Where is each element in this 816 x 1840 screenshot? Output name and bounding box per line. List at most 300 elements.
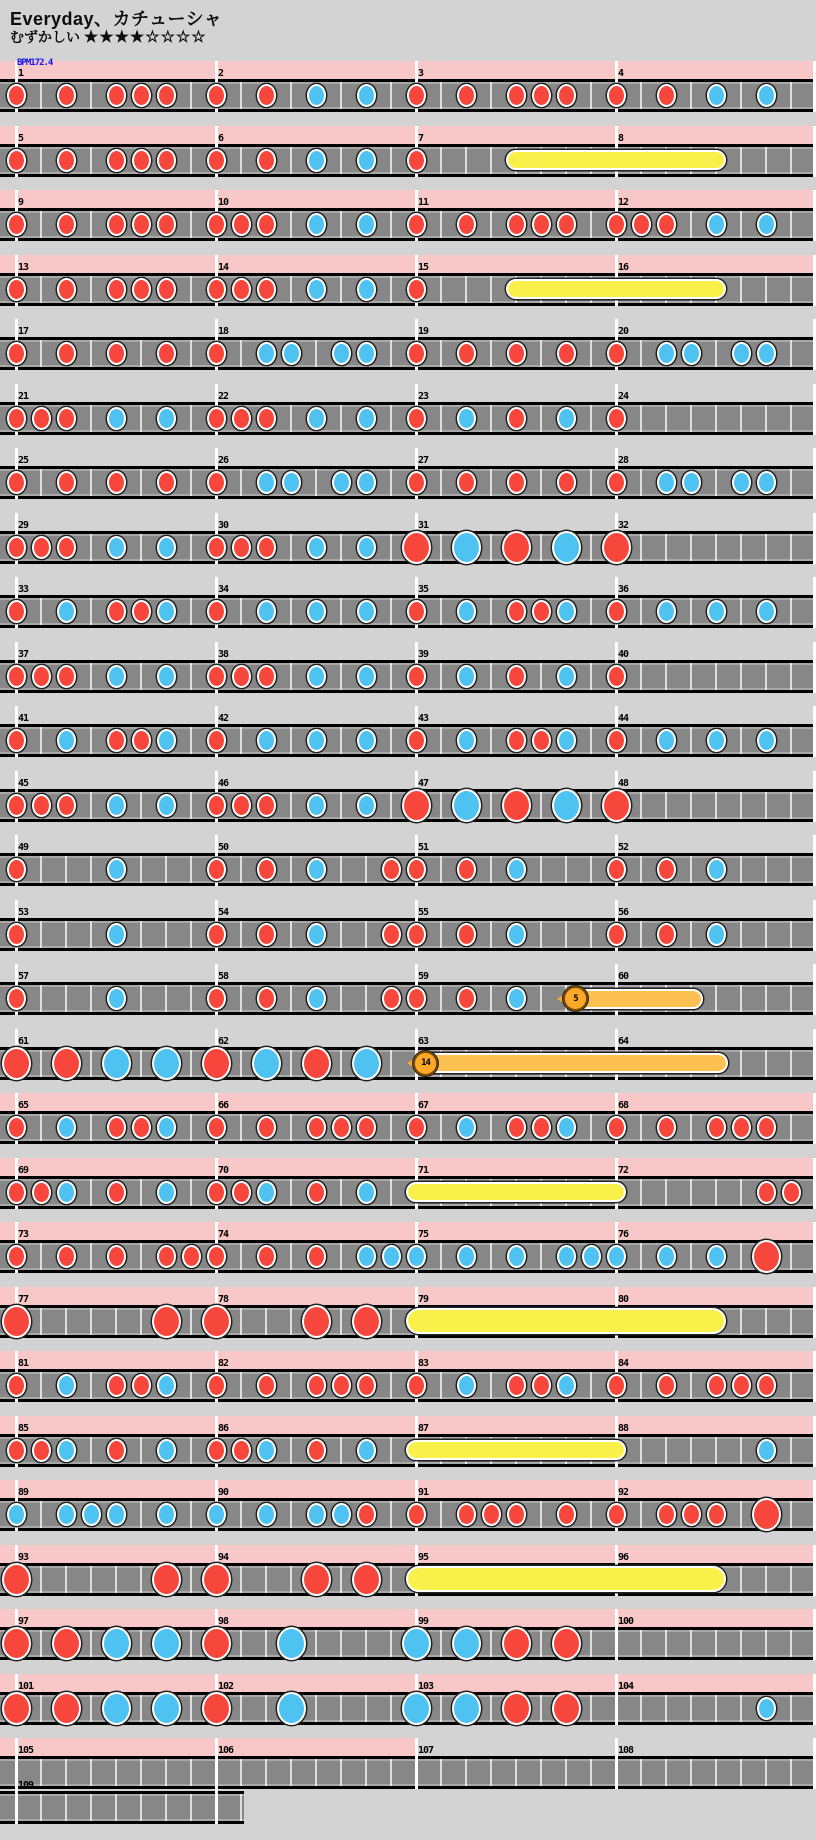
ka-note [257, 471, 276, 494]
beat-line [90, 534, 92, 561]
don-note [257, 665, 276, 688]
beat-line [790, 1243, 792, 1270]
beat-line [40, 985, 42, 1012]
big-don-note [202, 1563, 231, 1596]
beat-line [490, 856, 492, 883]
beat-line [340, 1695, 342, 1722]
don-note [207, 1116, 226, 1139]
beat-line [440, 1630, 442, 1657]
measure-number: 7 [418, 132, 424, 144]
big-ka-note [152, 1692, 181, 1725]
measure-number: 86 [218, 1422, 229, 1434]
ka-note [307, 407, 326, 430]
beat-line [390, 1437, 392, 1464]
ka-note [507, 987, 526, 1010]
don-note [157, 213, 176, 236]
beat-line [715, 469, 717, 496]
don-note [7, 987, 26, 1010]
balloon-note: 5 [563, 986, 588, 1011]
ka-note [332, 1503, 351, 1526]
beat-line [140, 856, 142, 883]
beat-line [765, 534, 767, 561]
beat-line [665, 792, 667, 819]
measure-number: 33 [18, 584, 29, 595]
ka-note [557, 729, 576, 752]
big-don-note [352, 1563, 381, 1596]
drumroll-note [406, 1566, 726, 1592]
ka-note [557, 1374, 576, 1397]
don-note [157, 471, 176, 494]
measure-number: 51 [418, 842, 429, 853]
don-note [57, 407, 76, 430]
beat-line [290, 856, 292, 883]
don-note [407, 84, 426, 107]
beat-line [740, 985, 742, 1012]
ka-note [157, 1181, 176, 1204]
beat-line [390, 598, 392, 625]
measure-number: 66 [218, 1100, 229, 1111]
beat-line [140, 1243, 142, 1270]
chart-row [0, 1661, 816, 1727]
chart-row [0, 500, 816, 566]
beat-line [490, 727, 492, 754]
ka-note [457, 729, 476, 752]
beat-line [190, 405, 192, 432]
beat-line [290, 921, 292, 948]
big-ka-note [452, 531, 481, 564]
don-note [257, 149, 276, 172]
gogo-band [0, 1351, 816, 1369]
beat-line [140, 792, 142, 819]
don-note [682, 1503, 701, 1526]
gogo-band [0, 1093, 816, 1111]
don-note [532, 729, 551, 752]
don-note [307, 1439, 326, 1462]
beat-line [490, 1372, 492, 1399]
beat-line [190, 534, 192, 561]
don-note [407, 1374, 426, 1397]
don-note [457, 1503, 476, 1526]
don-note [307, 1116, 326, 1139]
measure-number: 48 [618, 777, 629, 789]
beat-line [715, 663, 717, 690]
don-note [7, 1439, 26, 1462]
beat-line [190, 1794, 192, 1821]
beat-line [340, 856, 342, 883]
beat-line [140, 1794, 142, 1821]
big-don-note [52, 1047, 81, 1080]
ka-note [307, 149, 326, 172]
beat-line [390, 663, 392, 690]
big-don-note [502, 1627, 531, 1660]
ka-note [732, 471, 751, 494]
measure-number: 25 [18, 455, 29, 466]
don-note [32, 536, 51, 559]
beat-line [290, 727, 292, 754]
beat-line [765, 856, 767, 883]
don-note [7, 600, 26, 623]
big-don-note [302, 1563, 331, 1596]
beat-line [490, 598, 492, 625]
beat-line [640, 1114, 642, 1141]
don-note [257, 987, 276, 1010]
big-ka-note [277, 1627, 306, 1660]
measure-number: 20 [618, 326, 629, 337]
beat-line [140, 985, 142, 1012]
ka-note [357, 1245, 376, 1268]
beat-line [790, 534, 792, 561]
beat-line [140, 1437, 142, 1464]
measure-number: 49 [18, 842, 29, 853]
ka-note [757, 471, 776, 494]
big-ka-note [252, 1047, 281, 1080]
ka-note [157, 1374, 176, 1397]
don-note [207, 471, 226, 494]
chart-row [0, 1274, 816, 1340]
beat-line [290, 598, 292, 625]
big-don-note [202, 1627, 231, 1660]
ka-note [307, 278, 326, 301]
don-note [457, 858, 476, 881]
measure-number: 59 [418, 971, 429, 982]
beat-line [690, 1695, 692, 1722]
beat-line [265, 1630, 267, 1657]
ka-note [757, 342, 776, 365]
big-don-note [202, 1692, 231, 1725]
don-note [657, 858, 676, 881]
beat-line [240, 1630, 242, 1657]
don-note [32, 1439, 51, 1462]
beat-line [90, 792, 92, 819]
big-don-note [502, 531, 531, 564]
beat-line [640, 534, 642, 561]
don-note [507, 1374, 526, 1397]
beat-line [240, 147, 242, 174]
beat-line [65, 856, 67, 883]
big-ka-note [152, 1047, 181, 1080]
ka-note [257, 1181, 276, 1204]
don-note [207, 858, 226, 881]
beat-line [90, 1695, 92, 1722]
beat-line [790, 598, 792, 625]
beat-line [640, 856, 642, 883]
measure-number: 90 [218, 1487, 229, 1498]
don-note [457, 923, 476, 946]
beat-line [340, 1630, 342, 1657]
don-note [357, 1116, 376, 1139]
don-note [232, 278, 251, 301]
beat-line [390, 1050, 392, 1077]
beat-line [190, 1114, 192, 1141]
big-don-note [202, 1047, 231, 1080]
beat-line [715, 1179, 717, 1206]
measure-number: 83 [418, 1358, 429, 1369]
don-note [257, 858, 276, 881]
don-note [307, 1181, 326, 1204]
ka-note [707, 858, 726, 881]
beat-line [340, 1050, 342, 1077]
ka-note [557, 665, 576, 688]
beat-line [390, 82, 392, 109]
beat-line [440, 856, 442, 883]
don-note [157, 149, 176, 172]
beat-line [640, 1501, 642, 1528]
ka-note [107, 794, 126, 817]
don-note [157, 84, 176, 107]
beat-line [40, 727, 42, 754]
big-don-note [402, 531, 431, 564]
beat-line [90, 1243, 92, 1270]
measure-number: 27 [418, 455, 429, 466]
beat-line [140, 340, 142, 367]
measure-number: 63 [418, 1035, 429, 1047]
don-note [257, 923, 276, 946]
don-note [507, 1503, 526, 1526]
don-note [32, 794, 51, 817]
beat-line [190, 1630, 192, 1657]
beat-line [590, 663, 592, 690]
don-note [407, 858, 426, 881]
beat-line [340, 1566, 342, 1593]
beat-line [190, 211, 192, 238]
beat-line [390, 792, 392, 819]
beat-line [740, 1630, 742, 1657]
beat-line [165, 921, 167, 948]
measure-number: 35 [418, 584, 429, 595]
beat-line [390, 340, 392, 367]
beat-line [690, 856, 692, 883]
beat-line [490, 82, 492, 109]
don-note [757, 1374, 776, 1397]
beat-line [40, 276, 42, 303]
ka-note [7, 1503, 26, 1526]
measure-number: 60 [618, 971, 629, 982]
don-note [57, 149, 76, 172]
beat-line [90, 1372, 92, 1399]
beat-line [340, 1308, 342, 1335]
beat-line [640, 1179, 642, 1206]
beat-line [365, 921, 367, 948]
beat-line [140, 1630, 142, 1657]
beat-line [440, 1695, 442, 1722]
beat-line [740, 663, 742, 690]
beat-line [490, 1695, 492, 1722]
beat-line [540, 1695, 542, 1722]
beat-line [240, 1501, 242, 1528]
don-note [132, 213, 151, 236]
ka-note [457, 665, 476, 688]
ka-note [57, 1374, 76, 1397]
don-note [407, 278, 426, 301]
beat-line [590, 405, 592, 432]
drumroll-note [506, 150, 726, 170]
beat-line [790, 147, 792, 174]
beat-line [190, 340, 192, 367]
beat-line [640, 1695, 642, 1722]
don-note [232, 407, 251, 430]
beat-line [440, 534, 442, 561]
don-note [532, 1116, 551, 1139]
measure-number: 55 [418, 906, 429, 918]
ka-note [357, 1439, 376, 1462]
beat-line [90, 1308, 92, 1335]
beat-line [40, 1501, 42, 1528]
don-note [107, 1181, 126, 1204]
don-note [507, 342, 526, 365]
beat-line [390, 276, 392, 303]
measure-number: 92 [618, 1487, 629, 1498]
ka-note [357, 794, 376, 817]
chart-row [0, 629, 816, 695]
don-note [232, 536, 251, 559]
big-don-note [752, 1498, 781, 1531]
beat-line [140, 663, 142, 690]
balloon-bar [414, 1053, 728, 1073]
beat-line [540, 792, 542, 819]
beat-line [490, 1243, 492, 1270]
measure-number: 70 [218, 1164, 229, 1176]
don-note [7, 1181, 26, 1204]
beat-line [340, 921, 342, 948]
don-note [457, 84, 476, 107]
beat-line [740, 856, 742, 883]
don-note [207, 665, 226, 688]
don-note [132, 600, 151, 623]
beat-line [265, 1695, 267, 1722]
don-note [407, 342, 426, 365]
beat-line [240, 856, 242, 883]
beat-line [490, 534, 492, 561]
don-note [257, 536, 276, 559]
beat-line [440, 405, 442, 432]
balloon-note: 14 [413, 1051, 438, 1076]
don-note [357, 1374, 376, 1397]
beat-line [65, 921, 67, 948]
ka-note [357, 84, 376, 107]
don-note [207, 1374, 226, 1397]
beat-line [90, 856, 92, 883]
beat-line [540, 985, 542, 1012]
ka-note [357, 536, 376, 559]
beat-line [40, 856, 42, 883]
don-note [307, 1374, 326, 1397]
beat-line [715, 985, 717, 1012]
don-note [507, 1116, 526, 1139]
beat-line [265, 1566, 267, 1593]
beat-line [790, 1050, 792, 1077]
don-note [407, 149, 426, 172]
don-note [607, 342, 626, 365]
beat-line [765, 276, 767, 303]
don-note [532, 213, 551, 236]
beat-line [290, 1243, 292, 1270]
don-note [657, 1374, 676, 1397]
beat-line [690, 1630, 692, 1657]
ka-note [357, 342, 376, 365]
don-note [132, 1116, 151, 1139]
chart-row [0, 1080, 816, 1146]
measure-number: 109 [18, 1780, 34, 1791]
measure-number: 39 [418, 648, 429, 660]
beat-line [190, 82, 192, 109]
beat-line [40, 1794, 42, 1821]
beat-line [315, 1630, 317, 1657]
beat-line [440, 1243, 442, 1270]
big-don-note [2, 1047, 31, 1080]
measure-number: 81 [18, 1358, 29, 1369]
measure-number: 68 [618, 1100, 629, 1111]
big-ka-note [452, 1692, 481, 1725]
don-note [7, 536, 26, 559]
measure-number: 9 [18, 197, 24, 208]
beat-line [240, 598, 242, 625]
measure-number: 91 [418, 1487, 429, 1498]
measure-number: 17 [18, 326, 29, 337]
don-note [7, 1116, 26, 1139]
measure-number: 71 [418, 1164, 429, 1176]
beat-line [240, 1372, 242, 1399]
beat-line [590, 469, 592, 496]
measure-number: 19 [418, 326, 429, 337]
ka-note [707, 84, 726, 107]
don-note [207, 536, 226, 559]
don-note [57, 342, 76, 365]
don-note [307, 1245, 326, 1268]
don-note [557, 1503, 576, 1526]
measure-number: 62 [218, 1035, 229, 1047]
ka-note [707, 729, 726, 752]
beat-line [340, 1243, 342, 1270]
don-note [557, 213, 576, 236]
ka-note [332, 471, 351, 494]
beat-line [540, 921, 542, 948]
measure-number: 85 [18, 1422, 29, 1434]
don-note [157, 278, 176, 301]
measure-number: 82 [218, 1358, 229, 1369]
chart-row [0, 1338, 816, 1404]
beat-line [540, 534, 542, 561]
don-note [607, 729, 626, 752]
big-don-note [152, 1563, 181, 1596]
chart-row [0, 1016, 816, 1082]
beat-line [315, 469, 317, 496]
beat-line [40, 921, 42, 948]
measure-number: 56 [618, 906, 629, 918]
beat-line [390, 469, 392, 496]
beat-line [190, 1179, 192, 1206]
don-note [657, 1116, 676, 1139]
beat-line [190, 469, 192, 496]
beat-line [90, 1050, 92, 1077]
don-note [207, 84, 226, 107]
ka-note [707, 1245, 726, 1268]
measure-number: 28 [618, 455, 629, 466]
don-note [382, 987, 401, 1010]
beat-line [590, 1695, 592, 1722]
beat-line [790, 792, 792, 819]
ka-note [357, 600, 376, 623]
beat-line [640, 598, 642, 625]
beat-line [490, 405, 492, 432]
don-note [607, 1503, 626, 1526]
beat-line [440, 727, 442, 754]
beat-line [665, 663, 667, 690]
beat-line [190, 921, 192, 948]
beat-line [290, 534, 292, 561]
measure-number: 24 [618, 390, 629, 402]
measure-number: 52 [618, 842, 629, 853]
beat-line [440, 147, 442, 174]
